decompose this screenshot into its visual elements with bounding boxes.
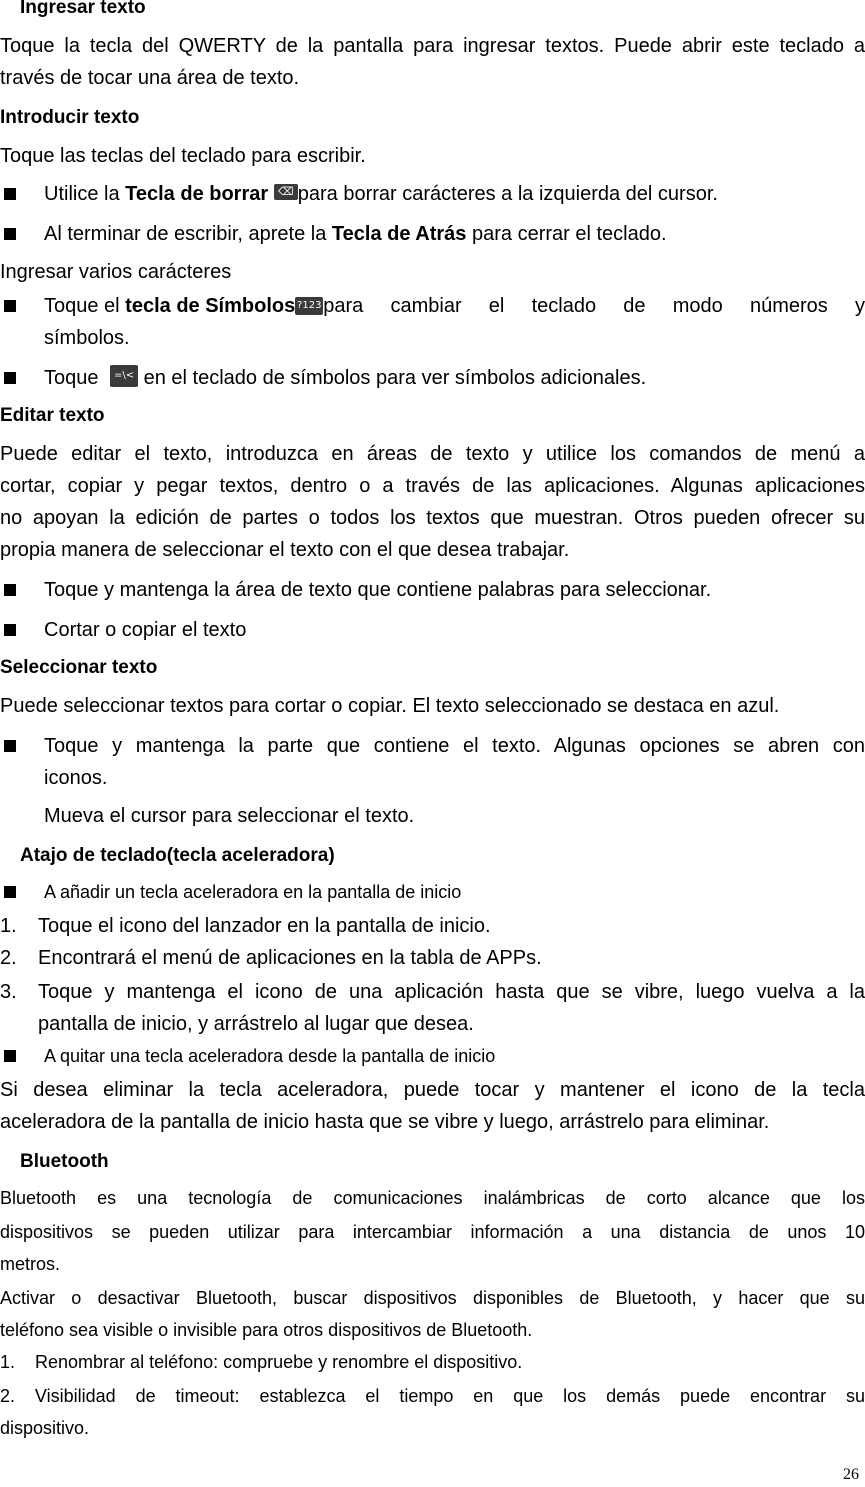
paragraph-line: Activar o desactivar Bluetooth, buscar dispositivos disponibles de Bluetooth, y hacer que su xyxy=(0,1288,865,1308)
numbered-item-continuation: pantalla de inicio, y arrástrelo al lugar que desea. xyxy=(38,1013,474,1035)
bullet-text: en el teclado de símbolos para ver símbolos adicionales. xyxy=(138,367,647,389)
bullet-item xyxy=(44,366,865,390)
bullet-item: Toque y mantenga la parte que contiene el texto. Algunas opciones se abren con xyxy=(44,735,865,757)
numbered-item: Toque el icono del lanzador en la pantalla de inicio. xyxy=(38,915,491,937)
bullet-item xyxy=(44,294,865,318)
paragraph-line: teléfono sea visible o invisible para otros dispositivos de Bluetooth. xyxy=(0,1320,533,1340)
bullet-item xyxy=(44,222,865,246)
bullet-text: Utilice la xyxy=(44,183,126,205)
bullet-icon xyxy=(4,188,16,200)
bullet-icon xyxy=(4,624,16,636)
bullet-item xyxy=(44,182,865,206)
bullet-icon xyxy=(4,886,16,898)
heading-atajo-de-teclado: Atajo de teclado(tecla aceleradora) xyxy=(20,845,335,866)
bullet-text: para borrar carácteres a la izquierda del cursor. xyxy=(297,183,718,205)
heading-ingresar-texto: Ingresar texto xyxy=(20,0,146,18)
numbered-item: Toque y mantenga el icono de una aplicación hasta que se vibre, luego vuelva a la xyxy=(38,981,865,1003)
backspace-key-icon: ⌫ xyxy=(274,184,298,200)
subheading-varios-caracteres: Ingresar varios carácteres xyxy=(0,261,232,283)
numbered-item: 1. Renombrar al teléfono: compruebe y renombre el dispositivo. xyxy=(0,1352,523,1372)
paragraph-line: Puede editar el texto, introduzca en áreas de texto y utilice los comandos de menú a xyxy=(0,443,865,465)
paragraph-line: metros. xyxy=(0,1254,61,1274)
bold-term: Tecla de borrar xyxy=(125,183,269,205)
paragraph-line: Toque las teclas del teclado para escribir. xyxy=(0,145,366,167)
paragraph-line: Bluetooth es una tecnología de comunicaciones inalámbricas de corto alcance que los xyxy=(0,1188,865,1208)
bullet-item: Toque y mantenga la área de texto que contiene palabras para seleccionar. xyxy=(44,579,712,601)
paragraph-line: Toque la tecla del QWERTY de la pantalla para ingresar textos. Puede abrir este teclado a xyxy=(0,35,865,57)
bullet-text: para cambiar el teclado de modo números y xyxy=(323,295,865,317)
bullet-icon xyxy=(4,1050,16,1062)
bullet-icon xyxy=(4,228,16,240)
paragraph-line: cortar, copiar y pegar textos, dentro o a través de las aplicaciones. Algunas aplicaciones xyxy=(0,475,865,497)
paragraph-line: Puede seleccionar textos para cortar o copiar. El texto seleccionado se destaca en azul. xyxy=(0,695,780,717)
bullet-icon xyxy=(4,300,16,312)
bullet-text: Toque el xyxy=(44,295,126,317)
bullet-icon xyxy=(4,584,16,596)
bullet-continuation: iconos. xyxy=(44,767,108,789)
bold-term: Tecla de Atrás xyxy=(331,223,467,245)
heading-bluetooth: Bluetooth xyxy=(20,1151,109,1172)
heading-introducir-texto: Introducir texto xyxy=(0,107,140,128)
bullet-continuation: símbolos. xyxy=(44,327,130,349)
list-number: 3. xyxy=(0,981,17,1003)
numbered-item-continuation: dispositivo. xyxy=(0,1418,90,1438)
numbered-item: Encontrará el menú de aplicaciones en la tabla de APPs. xyxy=(38,947,542,969)
paragraph-line: Si desea eliminar la tecla aceleradora, puede tocar y mantener el icono de la tecla xyxy=(0,1079,865,1101)
bold-term: tecla de Símbolos xyxy=(125,295,296,317)
paragraph-line: dispositivos se pueden utilizar para intercambiar información a una distancia de unos 10 xyxy=(0,1222,865,1242)
bullet-text: para cerrar el teclado. xyxy=(466,223,667,245)
bullet-icon xyxy=(4,740,16,752)
list-number: 1. xyxy=(0,915,17,937)
bullet-continuation: Mueva el cursor para seleccionar el texto. xyxy=(44,805,415,827)
heading-editar-texto: Editar texto xyxy=(0,405,105,426)
bullet-icon xyxy=(4,372,16,384)
bullet-item: Cortar o copiar el texto xyxy=(44,619,247,641)
paragraph-line: no apoyan la edición de partes o todos los textos que muestran. Otros pueden ofrecer su xyxy=(0,507,865,529)
paragraph-line: través de tocar una área de texto. xyxy=(0,67,300,89)
bullet-item: A quitar una tecla aceleradora desde la pantalla de inicio xyxy=(44,1046,496,1066)
numbered-item: 2. Visibilidad de timeout: establezca el tiempo en que los demás puede encontrar su xyxy=(0,1386,865,1406)
list-number: 2. xyxy=(0,947,17,969)
heading-seleccionar-texto: Seleccionar texto xyxy=(0,657,158,678)
page-number: 26 xyxy=(843,1466,859,1483)
paragraph-line: aceleradora de la pantalla de inicio hasta que se vibre y luego, arrástrelo para eliminar. xyxy=(0,1111,770,1133)
symbols-key-icon: ?123 xyxy=(295,297,323,315)
bullet-text: Al terminar de escribir, aprete la xyxy=(44,223,332,245)
bullet-item: A añadir un tecla aceleradora en la pantalla de inicio xyxy=(44,882,462,902)
bullet-text: Toque xyxy=(44,367,105,389)
paragraph-line: propia manera de seleccionar el texto con el que desea trabajar. xyxy=(0,539,570,561)
more-symbols-key-icon: =\< xyxy=(110,365,138,387)
